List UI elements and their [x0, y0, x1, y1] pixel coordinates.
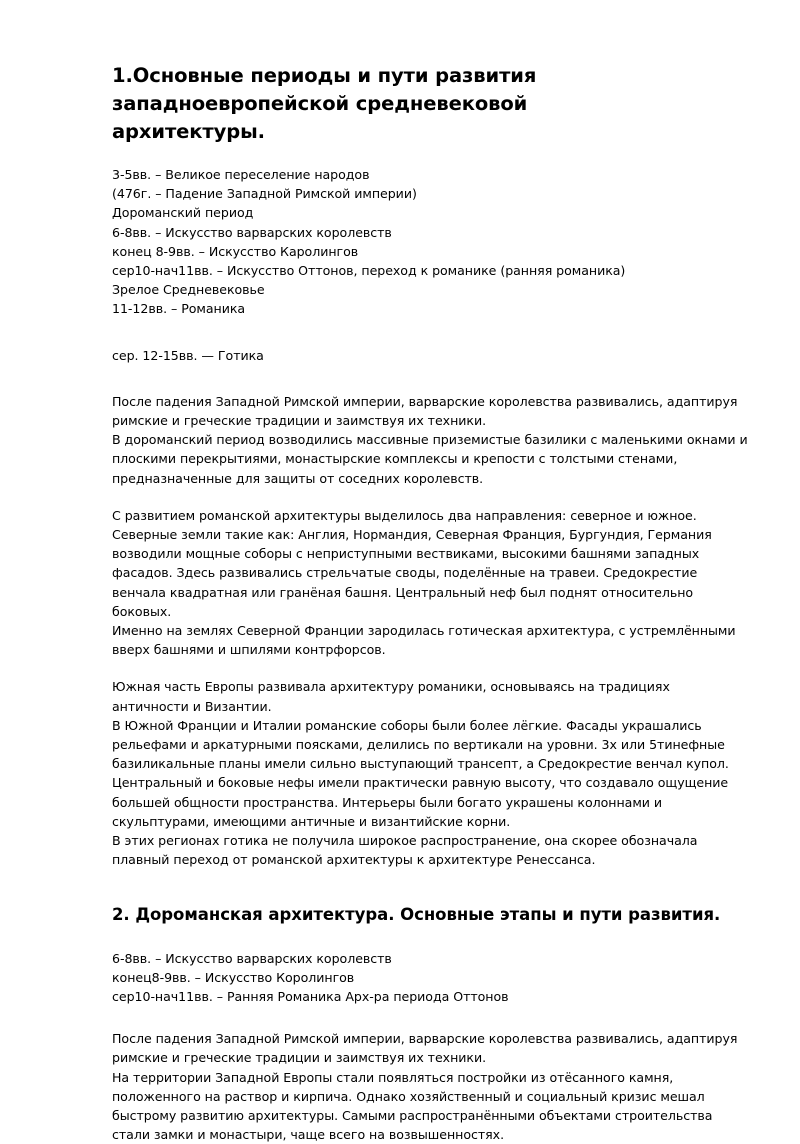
section-2-periods-list: [112, 949, 750, 1007]
list-item: Зрелое Средневековье: [112, 282, 265, 298]
section-2-heading: 2. Дороманская архитектура. Основные этапы и пути развития.: [112, 904, 721, 924]
list-item: конец8-9вв. – Искусство Королингов: [112, 969, 355, 985]
paragraph: С развитием романской архитектуры выделилось два направления: северное и южное. Северные земли такие как: Англия, Нормандия, Северная Франция, Бургундия, Германия возводили мощные соборы с неприступными вествиками, высокими башнями западных фасадов. Здесь развивались стрельчатые своды, поделённые на травеи. Средокрестие венчала квадратная или гранёная башня. Центральный неф был поднят относительно боковых.: [112, 507, 712, 619]
list-item: (476г. – Падение Западной Римской империи): [112, 186, 417, 202]
spacer: [112, 319, 750, 346]
section-1-paragraph-group-1: [112, 392, 750, 488]
list-item: 6-8вв. – Искусство варварских королевств: [112, 950, 392, 966]
list-item: конец 8-9вв. – Искусство Каролингов: [112, 243, 359, 259]
paragraph: Южная часть Европы развивала архитектуру романики, основываясь на традициях античности и Византии.: [112, 679, 670, 714]
spacer: [112, 146, 750, 165]
section-1-heading: 1.Основные периоды и пути развития западноевропейской средневековой архитектуры.: [112, 64, 537, 143]
list-item: сер10-нач11вв. – Ранняя Романика Арх-ра периода Оттонов: [112, 988, 509, 1004]
section-2-paragraph-group: [112, 1029, 750, 1144]
paragraph: На территории Западной Европы стали появляться постройки из отёсанного камня, положенного на раствор и кирпича. Однако хозяйственный и социальный кризис мешал быстрому развитию архитектуры. Самыми распространёнными объектами строительства стали замки и монастыри, чаще всего на возвышенностях.: [112, 1069, 713, 1143]
list-item: 11-12вв. – Романика: [112, 301, 246, 317]
paragraph: После падения Западной Римской империи, варварские королевства развивались, адаптируя римские и греческие традиции и заимствуя их техники.: [112, 1031, 738, 1066]
section-1-paragraph-group-2: [112, 506, 750, 660]
spacer: [112, 927, 750, 949]
spacer: [112, 1006, 750, 1029]
paragraph: В дороманский период возводились массивные приземистые базилики с маленькими окнами и плоскими перекрытиями, монастырские комплексы и крепости с толстыми стенами, предназначенные для защиты от соседних королевств.: [112, 432, 748, 486]
spacer: [112, 659, 750, 677]
spacer: [112, 870, 750, 903]
list-item: Дороманский период: [112, 205, 254, 221]
paragraph: Именно на землях Северной Франции зародилась готическая архитектура, с устремлёнными вверх башнями и шпилями контрфорсов.: [112, 623, 736, 658]
section-1-gothic-line-block: [112, 346, 750, 365]
document-body: [112, 62, 750, 1144]
paragraph: В этих регионах готика не получила широкое распространение, она скорее обозначала плавный переход от романской архитектуры к архитектуре Ренессанса.: [112, 833, 698, 868]
section-1-periods-list: [112, 165, 750, 319]
paragraph: После падения Западной Римской империи, варварские королевства развивались, адаптируя римские и греческие традиции и заимствуя их техники.: [112, 393, 738, 429]
paragraph: Центральный и боковые нефы имели практически равную высоту, что создавало ощущение большей общности пространства. Интерьеры были богато украшены колоннами и скульптурами, имеющими античные и византийские корни.: [112, 775, 729, 829]
list-item: 6-8вв. – Искусство варварских королевств: [112, 224, 392, 240]
list-item: сер10-нач11вв. – Искусство Оттонов, переход к романике (ранняя романика): [112, 263, 626, 279]
paragraph: В Южной Франции и Италии романские соборы были более лёгкие. Фасады украшались рельефами и аркатурными поясками, делились по вертикали на уровни. 3х или 5тинефные базиликальные планы имели сильно выступающий трансепт, а Средокрестие венчал купол.: [112, 717, 729, 772]
list-item: 3-5вв. – Великое переселение народов: [112, 167, 370, 182]
spacer: [112, 488, 750, 506]
section-1-paragraph-group-3: [112, 677, 750, 869]
gothic-period-line: сер. 12-15вв. — Готика: [112, 347, 264, 363]
spacer: [112, 365, 750, 392]
